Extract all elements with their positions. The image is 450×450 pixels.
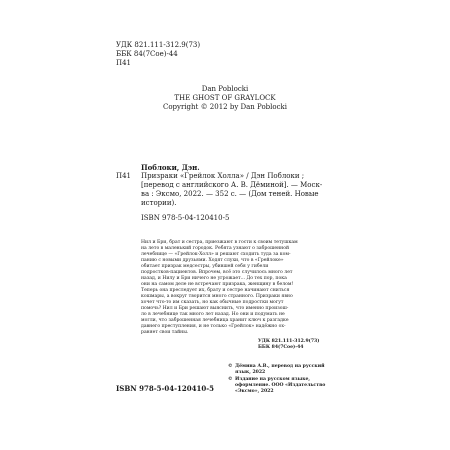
annotation-line: обитает призрак медсестры, убившей себя у гибели	[141, 264, 269, 269]
catalog-record	[116, 163, 336, 223]
catalog-body-line: Призраки «Грейлок Холла» / Дэн Поблоки ;	[141, 172, 305, 180]
annotation-line: ло в лечебнице так много лет назад. Но они и подумать не	[141, 312, 285, 317]
annotation-line: кошмары, а вокруг творится много странного. Призраки явно	[141, 294, 293, 299]
udk-block	[116, 41, 200, 68]
catalog-code: П41	[116, 172, 132, 180]
copyright-line: Издание на русском языке,	[235, 377, 311, 382]
copyright-symbol: ©	[228, 364, 233, 369]
annotation-line: Теперь она преследует их, брату и сестре начинают сниться	[141, 288, 290, 293]
catalog-body-line: [перевод с английского А. В. Дёминой]. — Моск-	[141, 181, 323, 189]
bbk-code: ББК 84(7Сое)-44	[116, 50, 178, 58]
small-udk-block	[258, 339, 319, 351]
annotation-line: Нил и Бри, брат и сестра, приезжают в гости к своим тетушкам	[141, 240, 298, 245]
annotation-line: хочет что-то им сказать, но как обычные подростки могут	[141, 300, 284, 305]
annotation-line: давнего преступления, и не только «Грейлок» надёжно ох-	[141, 324, 286, 329]
author-sign: П41	[116, 59, 132, 67]
small-udk-code: УДК 821.111-312.9(73)	[258, 339, 320, 344]
annotation	[141, 240, 336, 336]
copyright-line: оформление. ООО «Издательство	[235, 383, 326, 388]
udk-code: УДК 821.111-312.9(73)	[116, 41, 201, 49]
copyright-publisher	[228, 377, 336, 395]
isbn-bottom: ISBN 978-5-04-120410-5	[116, 384, 215, 393]
original-title: THE GHOST OF GRAYLOCK	[174, 94, 276, 102]
annotation-line: на лето в маленький городок. Ребята узнают о заброшенной	[141, 246, 290, 251]
annotation-line: помочь? Нил и Бри решают выяснить, что именно произош-	[141, 306, 289, 311]
annotation-line: они на самом деле не встречают призрака, женщину в белом!	[141, 282, 294, 287]
copyright-notices	[228, 364, 336, 396]
copyright-line: язык, 2022	[235, 370, 266, 375]
copyright-translation	[228, 364, 336, 376]
annotation-line: могли, что заброшенная лечебница хранит ключ к разгадке	[141, 318, 289, 323]
original-credits	[0, 85, 450, 112]
catalog-author: Поблоки, Дэн.	[141, 163, 200, 172]
catalog-body-line: ва : Эксмо, 2022. — 352 с. — (Дом теней. Новые	[141, 190, 319, 198]
annotation-line: лечебнице — «Грейлок-Холл» и решают сходить туда за ком-	[141, 252, 291, 257]
catalog-body-line: истории).	[141, 199, 177, 207]
copyright-symbol: ©	[228, 377, 233, 382]
annotation-line: панию с новыми друзьями. Ходят слухи, что в «Грейлоке»	[141, 258, 284, 263]
copyright-line: «Эксмо», 2022	[235, 389, 274, 394]
original-copyright: Copyright © 2012 by Dan Poblocki	[162, 103, 288, 111]
annotation-line: назад, и Нилу и Бри ничего не угрожает... До тех пор, пока	[141, 276, 287, 281]
annotation-line: подростков-пациентов. Впрочем, всё это случилось много лет	[141, 270, 293, 275]
original-author: Dan Poblocki	[201, 85, 249, 93]
small-bbk-code: ББК 84(7Сое)-44	[258, 345, 304, 350]
catalog-isbn: ISBN 978-5-04-120410-5	[141, 214, 230, 222]
copyright-line: Дёмина А.В., перевод на русский	[235, 364, 325, 369]
annotation-line: раняет свои тайны.	[141, 330, 189, 335]
